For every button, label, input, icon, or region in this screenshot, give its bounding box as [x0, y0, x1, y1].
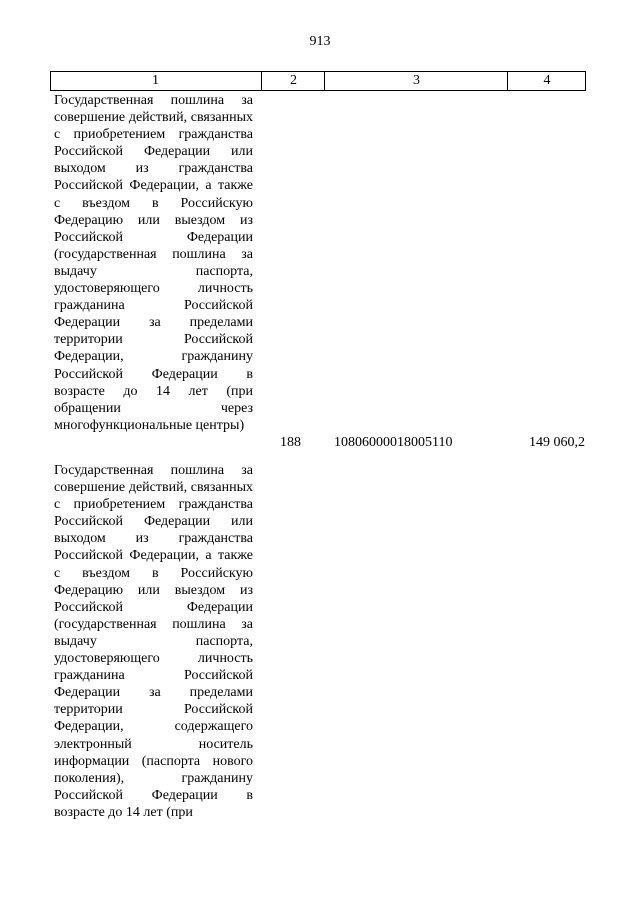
column-header-4: 4 — [507, 72, 586, 90]
row-1-amount: 149 060,2 — [529, 435, 585, 450]
row-1-kbk-code: 10806000018005110 — [334, 435, 453, 450]
table-header-row — [50, 71, 586, 91]
row-2-description: Государственная пошлина за совершение действий, связанных с приобретением гражданства Российской Федерации или выходом из гражданства Российской Федерации, а также с въездом в Российскую Федерацию или выездом из Российской Федерации (государственная пошлина за выдачу паспорта, удостоверяющего личность гражданина Российской Федерации за пределами территории Российской Федерации, содержащего электронный носитель информации (паспорта нового поколения), гражданину Российской Федерации в возрасте до 14 лет (при — [54, 463, 253, 820]
row-1-description: Государственная пошлина за совершение действий, связанных с приобретением гражданства Российской Федерации или выходом из гражданства Российской Федерации, а также с въездом в Российскую Федерацию или выездом из Российской Федерации (государственная пошлина за выдачу паспорта, удостоверяющего личность гражданина Российской Федерации за пределами территории Российской Федерации, гражданину Российской Федерации в возрасте до 14 лет (при обращении через многофункциональные центры) — [54, 93, 253, 433]
column-header-3: 3 — [324, 72, 508, 90]
column-header-2: 2 — [261, 72, 325, 90]
row-1-admin-code: 188 — [280, 435, 301, 450]
column-header-1: 1 — [152, 73, 159, 88]
page-number: 913 — [309, 34, 331, 49]
